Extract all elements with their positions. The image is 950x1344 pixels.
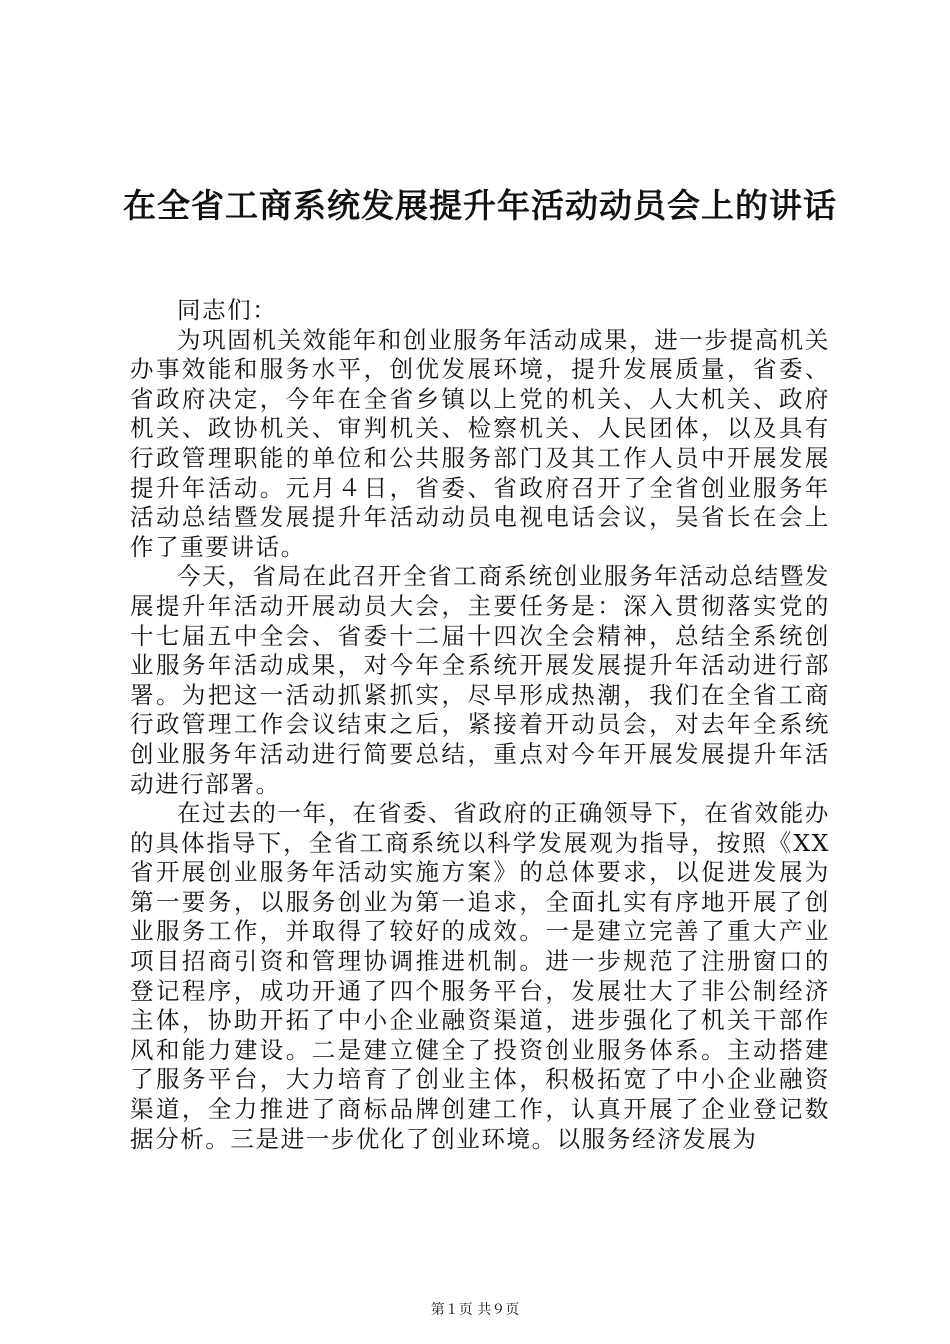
paragraph-3: 在过去的一年，在省委、省政府的正确领导下，在省效能办的具体指导下，全省工商系统以科学发展观为指导，按照《XX省开展创业服务年活动实施方案》的总体要求，以促进发展为第一要务，以服务创业为第一追求，全面扎实有序地开展了创业服务工作，并取得了较好的成效。一是建立完善了重大产业项目招商引资和管理协调推进机制。进一步规范了注册窗口的登记程序，成功开通了四个服务平台，发展壮大了非公制经济主体，协助开拓了中小企业融资渠道，进步强化了机关干部作风和能力建设。二是建立健全了投资创业服务体系。主动搭建了服务平台，大力培育了创业主体，积极拓宽了中小企业融资渠道，全力推进了商标品牌创建工作，认真开展了企业登记数据分析。三是进一步优化了创业环境。以服务经济发展为 (130, 799, 830, 1153)
document-title: 在全省工商系统发展提升年活动动员会上的讲话 (123, 186, 837, 225)
paragraph-1: 为巩固机关效能年和创业服务年活动成果，进一步提高机关办事效能和服务水平，创优发展环境，提升发展质量，省委、省政府决定，今年在全省乡镇以上党的机关、人大机关、政府机关、政协机关、审判机关、检察机关、人民团体，以及具有行政管理职能的单位和公共服务部门及其工作人员中开展发展提升年活动。元月４日，省委、省政府召开了全省创业服务年活动总结暨发展提升年活动动员电视电话会议，吴省长在会上作了重要讲话。 (130, 325, 830, 561)
paragraph-2: 今天，省局在此召开全省工商系统创业服务年活动总结暨发展提升年活动开展动员大会，主要任务是：深入贯彻落实党的十七届五中全会、省委十二届十四次全会精神，总结全系统创业服务年活动成果，对今年全系统开展发展提升年活动进行部署。为把这一活动抓紧抓实，尽早形成热潮，我们在全省工商行政管理工作会议结束之后，紧接着开动员会，对去年全系统创业服务年活动进行简要总结，重点对今年开展发展提升年活动进行部署。 (130, 562, 830, 798)
page-footer: 第１页 共９页 (430, 1302, 520, 1318)
document-body (130, 296, 830, 1154)
salutation: 同志们： (177, 296, 278, 324)
